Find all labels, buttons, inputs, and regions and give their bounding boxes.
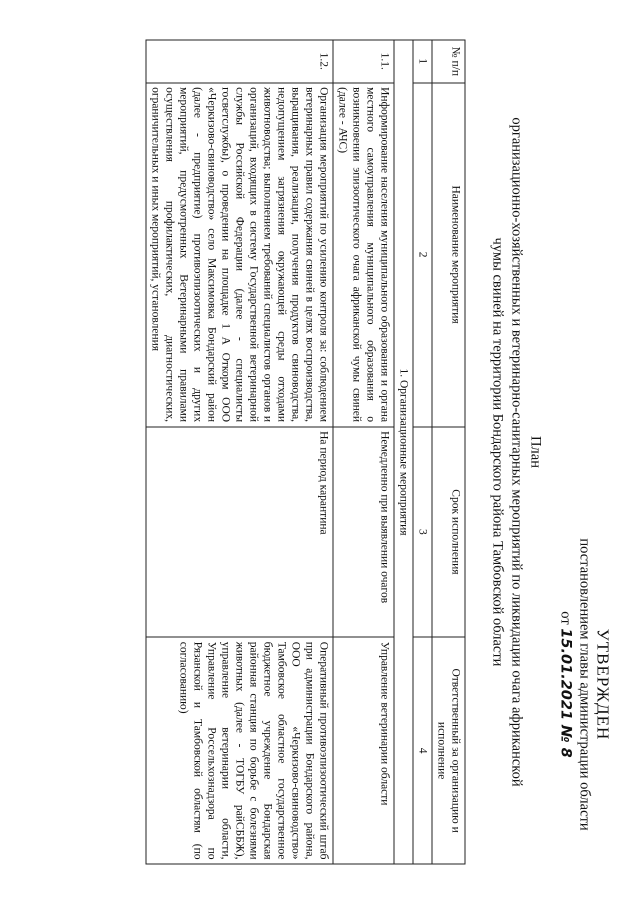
section-title: 1. Организационные мероприятия <box>394 40 413 864</box>
header-num: № п/п <box>432 40 465 83</box>
row-name: Информирование населения муниципального образования и органа местного самоуправления муниципального образования о возникновении эпизоотического очага африканской чумы свиней (далее - АЧС) <box>333 83 394 427</box>
plan-table <box>146 40 466 865</box>
header-name: Наименование мероприятия <box>432 83 465 427</box>
col-number: 3 <box>413 427 432 638</box>
row-term: Немедленно при выявлении очагов <box>333 427 394 638</box>
approval-line: постановлением главы администрации области <box>576 538 593 831</box>
col-number: 4 <box>413 637 432 864</box>
row-resp: Оперативный противоэпизоотический штаб при администрации Бондарского района, ООО «Черкизово-свиноводство» Тамбовское областное государственное бюджетное учреждение Бондарская районная станция по борьбе с болезнями животных (далее - ТОГБУ райСББЖ), управление ветеринарии области, Управление Россельхознадзора по Рязанской и Тамбовской областям (по согласованию) <box>146 637 333 864</box>
table-row <box>333 40 394 864</box>
header-row <box>432 40 465 864</box>
approval-block <box>556 505 613 865</box>
approval-title: УТВЕРЖДЕН <box>593 628 613 741</box>
plan-subtitle-1: организационно-хозяйственных и ветеринарно-санитарных мероприятий по ликвидации очага африканской <box>508 117 525 787</box>
plan-subtitle-2: чумы свиней на территории Бондарского района Тамбовской области <box>489 237 506 667</box>
date-prefix: от <box>557 611 574 625</box>
date-value: 15.01.2021 № 8 <box>557 628 574 758</box>
table-row <box>146 40 333 864</box>
section-row <box>394 40 413 864</box>
row-num: 1.1. <box>333 40 394 83</box>
rotated-page <box>1 0 640 905</box>
col-number: 1 <box>413 40 432 83</box>
column-number-row <box>413 40 432 864</box>
header-resp: Ответственный за организацию и исполнение <box>432 637 465 864</box>
approval-date <box>556 505 575 865</box>
row-num: 1.2. <box>146 40 333 83</box>
row-resp: Управление ветеринарии области <box>333 637 394 864</box>
col-number: 2 <box>413 83 432 427</box>
plan-title-block <box>488 60 545 845</box>
header-term: Срок исполнения <box>432 427 465 638</box>
plan-title: План <box>527 436 544 468</box>
row-name: Организация мероприятий по усилению контроля за: соблюдением ветеринарных правил содержания свиней в целях воспроизводства, выращивания, реализации, получения продуктов свиноводства, недопущением загрязнения окружающей среды отходами животноводства; выполнением требований специалистов органов и организаций, входящих в систему Государственной ветеринарной службы Российской Федерации (далее - специалисты госветслужбы), о проведении на площадке 1 А Откорм ООО «Черкизово-свиноводство» село Максимовка Бондарский район (далее - предприятие) противоэпизоотических и других мероприятий, предусмотренных Ветеринарными правилами осуществления профилактических, диагностических, ограничительных и иных мероприятий, установления <box>146 83 333 427</box>
row-term: На период карантина <box>146 427 333 638</box>
